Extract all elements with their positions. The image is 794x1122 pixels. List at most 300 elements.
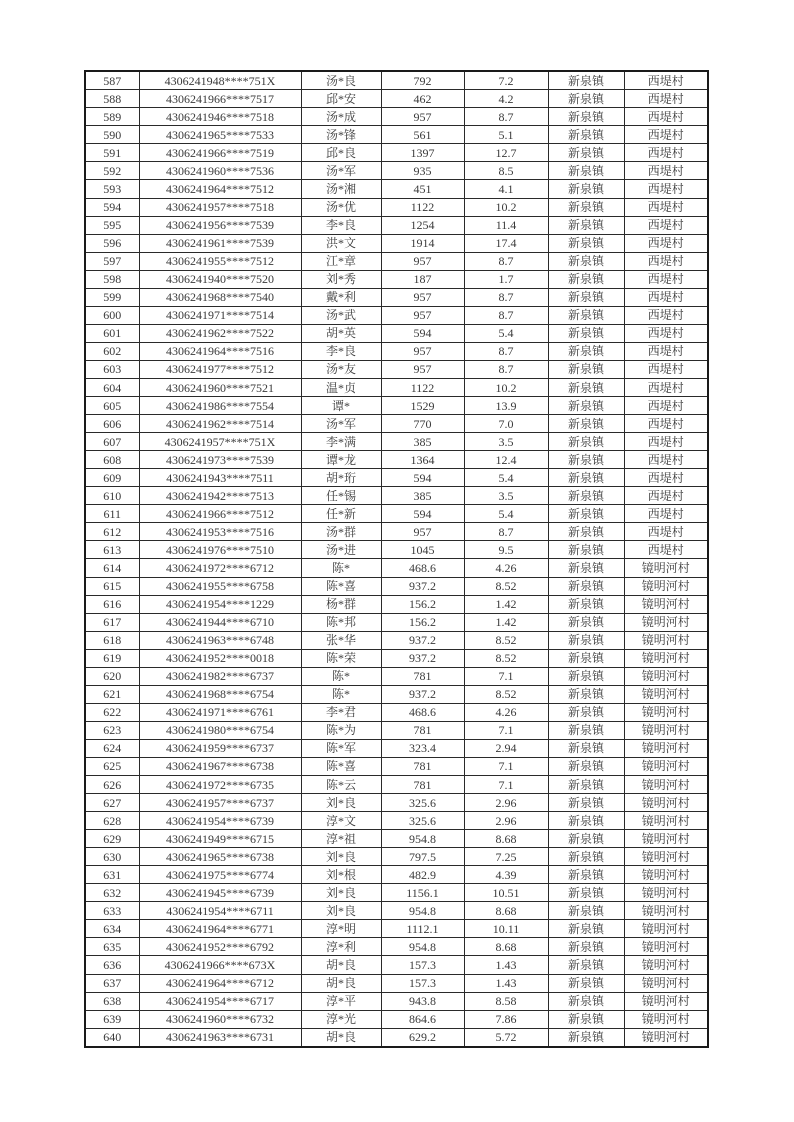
cell-amount: 937.2 [381,577,464,595]
cell-sequence-number: 634 [85,920,139,938]
cell-id-number: 4306241965****6738 [139,848,301,866]
cell-id-number: 4306241959****6737 [139,739,301,757]
table-row [85,270,708,288]
cell-amount: 325.6 [381,794,464,812]
table-row [85,108,708,126]
cell-town: 新泉镇 [548,884,624,902]
cell-sequence-number: 631 [85,866,139,884]
cell-village: 西堤村 [624,360,708,378]
cell-amount: 937.2 [381,631,464,649]
cell-secondary-amount: 7.1 [464,776,548,794]
cell-sequence-number: 589 [85,108,139,126]
cell-amount: 157.3 [381,974,464,992]
cell-town: 新泉镇 [548,126,624,144]
cell-sequence-number: 632 [85,884,139,902]
cell-town: 新泉镇 [548,469,624,487]
cell-town: 新泉镇 [548,812,624,830]
cell-sequence-number: 617 [85,613,139,631]
cell-person-name: 刘*良 [301,848,381,866]
cell-sequence-number: 606 [85,415,139,433]
cell-town: 新泉镇 [548,920,624,938]
cell-town: 新泉镇 [548,415,624,433]
cell-amount: 864.6 [381,1010,464,1028]
table-row [85,433,708,451]
cell-village: 西堤村 [624,397,708,415]
cell-amount: 954.8 [381,902,464,920]
cell-person-name: 淳*文 [301,812,381,830]
cell-person-name: 邱*良 [301,144,381,162]
cell-person-name: 汤*锋 [301,126,381,144]
cell-amount: 1045 [381,541,464,559]
cell-sequence-number: 638 [85,992,139,1010]
cell-town: 新泉镇 [548,577,624,595]
cell-person-name: 汤*良 [301,71,381,90]
cell-id-number: 4306241976****7510 [139,541,301,559]
cell-secondary-amount: 12.4 [464,451,548,469]
cell-person-name: 陈*为 [301,721,381,739]
cell-secondary-amount: 7.86 [464,1010,548,1028]
table-row [85,360,708,378]
cell-amount: 482.9 [381,866,464,884]
cell-town: 新泉镇 [548,162,624,180]
table-row [85,595,708,613]
table-row [85,342,708,360]
cell-id-number: 4306241964****7512 [139,180,301,198]
table-row [85,794,708,812]
cell-secondary-amount: 8.68 [464,938,548,956]
table-row [85,721,708,739]
cell-town: 新泉镇 [548,721,624,739]
cell-person-name: 汤*军 [301,162,381,180]
cell-town: 新泉镇 [548,108,624,126]
cell-id-number: 4306241971****7514 [139,306,301,324]
cell-secondary-amount: 7.2 [464,71,548,90]
cell-person-name: 汤*湘 [301,180,381,198]
cell-id-number: 4306241971****6761 [139,703,301,721]
cell-amount: 156.2 [381,595,464,613]
cell-secondary-amount: 8.7 [464,523,548,541]
table-row [85,252,708,270]
cell-secondary-amount: 2.94 [464,739,548,757]
cell-village: 西堤村 [624,505,708,523]
cell-id-number: 4306241954****6717 [139,992,301,1010]
cell-secondary-amount: 10.2 [464,378,548,396]
cell-amount: 1122 [381,198,464,216]
cell-amount: 385 [381,487,464,505]
cell-town: 新泉镇 [548,505,624,523]
cell-secondary-amount: 8.7 [464,306,548,324]
cell-amount: 954.8 [381,830,464,848]
cell-secondary-amount: 7.1 [464,667,548,685]
cell-amount: 1529 [381,397,464,415]
cell-amount: 594 [381,469,464,487]
cell-amount: 937.2 [381,649,464,667]
cell-secondary-amount: 10.2 [464,198,548,216]
cell-sequence-number: 621 [85,685,139,703]
cell-person-name: 谭* [301,397,381,415]
cell-town: 新泉镇 [548,866,624,884]
cell-id-number: 4306241973****7539 [139,451,301,469]
cell-id-number: 4306241975****6774 [139,866,301,884]
cell-village: 镜明河村 [624,776,708,794]
cell-amount: 957 [381,523,464,541]
cell-village: 镜明河村 [624,1028,708,1047]
cell-sequence-number: 612 [85,523,139,541]
cell-id-number: 4306241982****6737 [139,667,301,685]
cell-village: 镜明河村 [624,1010,708,1028]
cell-town: 新泉镇 [548,649,624,667]
cell-id-number: 4306241972****6712 [139,559,301,577]
cell-town: 新泉镇 [548,198,624,216]
table-row [85,649,708,667]
cell-sequence-number: 635 [85,938,139,956]
cell-person-name: 李*君 [301,703,381,721]
cell-town: 新泉镇 [548,1028,624,1047]
cell-person-name: 刘*根 [301,866,381,884]
cell-amount: 957 [381,252,464,270]
cell-amount: 770 [381,415,464,433]
table-row [85,415,708,433]
cell-amount: 1254 [381,216,464,234]
table-row [85,938,708,956]
cell-id-number: 4306241948****751X [139,71,301,90]
table-row [85,378,708,396]
cell-amount: 1156.1 [381,884,464,902]
cell-village: 镜明河村 [624,667,708,685]
cell-sequence-number: 613 [85,541,139,559]
cell-secondary-amount: 8.68 [464,902,548,920]
cell-sequence-number: 601 [85,324,139,342]
cell-secondary-amount: 1.43 [464,974,548,992]
cell-village: 镜明河村 [624,757,708,775]
cell-amount: 957 [381,108,464,126]
cell-amount: 468.6 [381,703,464,721]
cell-id-number: 4306241960****7536 [139,162,301,180]
cell-person-name: 胡*良 [301,1028,381,1047]
cell-amount: 594 [381,324,464,342]
cell-secondary-amount: 8.5 [464,162,548,180]
cell-town: 新泉镇 [548,974,624,992]
cell-id-number: 4306241963****6748 [139,631,301,649]
cell-amount: 187 [381,270,464,288]
cell-id-number: 4306241963****6731 [139,1028,301,1047]
cell-person-name: 汤*成 [301,108,381,126]
cell-person-name: 李*良 [301,216,381,234]
cell-secondary-amount: 11.4 [464,216,548,234]
cell-secondary-amount: 8.52 [464,685,548,703]
cell-amount: 462 [381,90,464,108]
cell-person-name: 李*良 [301,342,381,360]
cell-amount: 935 [381,162,464,180]
cell-id-number: 4306241968****6754 [139,685,301,703]
cell-amount: 156.2 [381,613,464,631]
cell-sequence-number: 598 [85,270,139,288]
cell-village: 镜明河村 [624,685,708,703]
cell-village: 镜明河村 [624,595,708,613]
cell-sequence-number: 627 [85,794,139,812]
cell-town: 新泉镇 [548,342,624,360]
cell-secondary-amount: 5.4 [464,324,548,342]
cell-id-number: 4306241955****6758 [139,577,301,595]
cell-town: 新泉镇 [548,71,624,90]
cell-person-name: 胡*英 [301,324,381,342]
cell-sequence-number: 605 [85,397,139,415]
cell-town: 新泉镇 [548,559,624,577]
cell-secondary-amount: 7.0 [464,415,548,433]
cell-secondary-amount: 1.42 [464,613,548,631]
cell-sequence-number: 620 [85,667,139,685]
cell-amount: 957 [381,288,464,306]
cell-amount: 957 [381,360,464,378]
cell-id-number: 4306241945****6739 [139,884,301,902]
cell-town: 新泉镇 [548,776,624,794]
cell-sequence-number: 625 [85,757,139,775]
cell-secondary-amount: 1.7 [464,270,548,288]
cell-town: 新泉镇 [548,541,624,559]
cell-sequence-number: 622 [85,703,139,721]
cell-amount: 781 [381,667,464,685]
cell-sequence-number: 611 [85,505,139,523]
cell-village: 西堤村 [624,234,708,252]
cell-person-name: 汤*友 [301,360,381,378]
cell-amount: 561 [381,126,464,144]
cell-id-number: 4306241967****6738 [139,757,301,775]
cell-village: 西堤村 [624,126,708,144]
cell-person-name: 胡*良 [301,956,381,974]
cell-person-name: 汤*进 [301,541,381,559]
cell-village: 镜明河村 [624,974,708,992]
cell-person-name: 陈*军 [301,739,381,757]
cell-town: 新泉镇 [548,667,624,685]
table-row [85,613,708,631]
table-row [85,848,708,866]
table-row [85,541,708,559]
cell-village: 西堤村 [624,270,708,288]
table-row [85,757,708,775]
cell-village: 镜明河村 [624,812,708,830]
cell-amount: 937.2 [381,685,464,703]
cell-id-number: 4306241964****7516 [139,342,301,360]
cell-sequence-number: 610 [85,487,139,505]
cell-id-number: 4306241966****7512 [139,505,301,523]
cell-village: 西堤村 [624,415,708,433]
cell-sequence-number: 640 [85,1028,139,1047]
cell-person-name: 淳*明 [301,920,381,938]
cell-id-number: 4306241940****7520 [139,270,301,288]
cell-person-name: 任*新 [301,505,381,523]
cell-person-name: 刘*秀 [301,270,381,288]
cell-person-name: 陈*荣 [301,649,381,667]
cell-person-name: 胡*珩 [301,469,381,487]
cell-id-number: 4306241944****6710 [139,613,301,631]
cell-town: 新泉镇 [548,992,624,1010]
cell-amount: 157.3 [381,956,464,974]
cell-village: 镜明河村 [624,577,708,595]
cell-amount: 1397 [381,144,464,162]
table-row [85,974,708,992]
cell-sequence-number: 600 [85,306,139,324]
cell-id-number: 4306241966****7517 [139,90,301,108]
cell-person-name: 陈*邦 [301,613,381,631]
cell-person-name: 汤*优 [301,198,381,216]
cell-village: 镜明河村 [624,956,708,974]
cell-id-number: 4306241956****7539 [139,216,301,234]
cell-village: 镜明河村 [624,649,708,667]
cell-amount: 385 [381,433,464,451]
cell-amount: 781 [381,721,464,739]
cell-town: 新泉镇 [548,848,624,866]
cell-person-name: 温*贞 [301,378,381,396]
cell-sequence-number: 592 [85,162,139,180]
cell-person-name: 陈*喜 [301,757,381,775]
cell-sequence-number: 615 [85,577,139,595]
cell-amount: 1112.1 [381,920,464,938]
table-row [85,902,708,920]
cell-person-name: 刘*良 [301,794,381,812]
table-row [85,144,708,162]
cell-sequence-number: 608 [85,451,139,469]
cell-id-number: 4306241954****6711 [139,902,301,920]
cell-town: 新泉镇 [548,378,624,396]
table-row [85,397,708,415]
cell-village: 西堤村 [624,216,708,234]
cell-village: 镜明河村 [624,559,708,577]
cell-person-name: 陈*云 [301,776,381,794]
cell-town: 新泉镇 [548,451,624,469]
cell-town: 新泉镇 [548,739,624,757]
cell-village: 西堤村 [624,469,708,487]
table-row [85,920,708,938]
cell-town: 新泉镇 [548,613,624,631]
cell-sequence-number: 639 [85,1010,139,1028]
cell-village: 镜明河村 [624,739,708,757]
cell-amount: 468.6 [381,559,464,577]
cell-secondary-amount: 8.7 [464,342,548,360]
cell-sequence-number: 587 [85,71,139,90]
cell-amount: 594 [381,505,464,523]
cell-town: 新泉镇 [548,523,624,541]
cell-id-number: 4306241942****7513 [139,487,301,505]
cell-person-name: 张*华 [301,631,381,649]
table-row [85,559,708,577]
cell-person-name: 杨*群 [301,595,381,613]
cell-secondary-amount: 3.5 [464,487,548,505]
cell-id-number: 4306241954****6739 [139,812,301,830]
cell-town: 新泉镇 [548,938,624,956]
cell-sequence-number: 629 [85,830,139,848]
cell-town: 新泉镇 [548,180,624,198]
cell-secondary-amount: 9.5 [464,541,548,559]
cell-town: 新泉镇 [548,144,624,162]
table-row [85,1028,708,1047]
table-row [85,703,708,721]
cell-village: 西堤村 [624,162,708,180]
cell-village: 西堤村 [624,144,708,162]
beneficiary-table [84,70,709,1048]
cell-id-number: 4306241952****0018 [139,649,301,667]
cell-village: 西堤村 [624,451,708,469]
cell-person-name: 汤*军 [301,415,381,433]
cell-amount: 957 [381,342,464,360]
cell-sequence-number: 614 [85,559,139,577]
cell-village: 西堤村 [624,433,708,451]
table-row [85,487,708,505]
cell-sequence-number: 637 [85,974,139,992]
cell-village: 西堤村 [624,288,708,306]
cell-sequence-number: 588 [85,90,139,108]
cell-amount: 797.5 [381,848,464,866]
cell-secondary-amount: 1.42 [464,595,548,613]
cell-town: 新泉镇 [548,90,624,108]
cell-village: 镜明河村 [624,613,708,631]
cell-town: 新泉镇 [548,1010,624,1028]
cell-id-number: 4306241968****7540 [139,288,301,306]
cell-secondary-amount: 8.52 [464,577,548,595]
cell-amount: 323.4 [381,739,464,757]
cell-secondary-amount: 4.2 [464,90,548,108]
table-row [85,306,708,324]
cell-secondary-amount: 12.7 [464,144,548,162]
table-row [85,685,708,703]
cell-town: 新泉镇 [548,794,624,812]
cell-secondary-amount: 5.1 [464,126,548,144]
cell-id-number: 4306241953****7516 [139,523,301,541]
table-row [85,956,708,974]
cell-town: 新泉镇 [548,306,624,324]
cell-amount: 1364 [381,451,464,469]
cell-secondary-amount: 7.25 [464,848,548,866]
cell-id-number: 4306241952****6792 [139,938,301,956]
cell-id-number: 4306241960****6732 [139,1010,301,1028]
cell-sequence-number: 591 [85,144,139,162]
cell-person-name: 江*章 [301,252,381,270]
cell-village: 西堤村 [624,198,708,216]
cell-sequence-number: 618 [85,631,139,649]
table-row [85,234,708,252]
cell-sequence-number: 604 [85,378,139,396]
cell-person-name: 任*锡 [301,487,381,505]
table-row [85,126,708,144]
cell-sequence-number: 623 [85,721,139,739]
cell-person-name: 胡*良 [301,974,381,992]
cell-secondary-amount: 17.4 [464,234,548,252]
table-row [85,90,708,108]
cell-town: 新泉镇 [548,685,624,703]
cell-secondary-amount: 1.43 [464,956,548,974]
cell-secondary-amount: 10.11 [464,920,548,938]
cell-secondary-amount: 5.72 [464,1028,548,1047]
cell-town: 新泉镇 [548,324,624,342]
cell-id-number: 4306241980****6754 [139,721,301,739]
cell-secondary-amount: 4.26 [464,703,548,721]
cell-sequence-number: 628 [85,812,139,830]
cell-id-number: 4306241972****6735 [139,776,301,794]
cell-id-number: 4306241966****7519 [139,144,301,162]
cell-amount: 1914 [381,234,464,252]
cell-village: 西堤村 [624,90,708,108]
cell-amount: 792 [381,71,464,90]
table-row [85,577,708,595]
cell-id-number: 4306241962****7522 [139,324,301,342]
cell-sequence-number: 593 [85,180,139,198]
cell-id-number: 4306241961****7539 [139,234,301,252]
cell-id-number: 4306241966****673X [139,956,301,974]
table-row [85,288,708,306]
cell-sequence-number: 633 [85,902,139,920]
cell-village: 镜明河村 [624,721,708,739]
cell-village: 镜明河村 [624,848,708,866]
cell-secondary-amount: 8.58 [464,992,548,1010]
